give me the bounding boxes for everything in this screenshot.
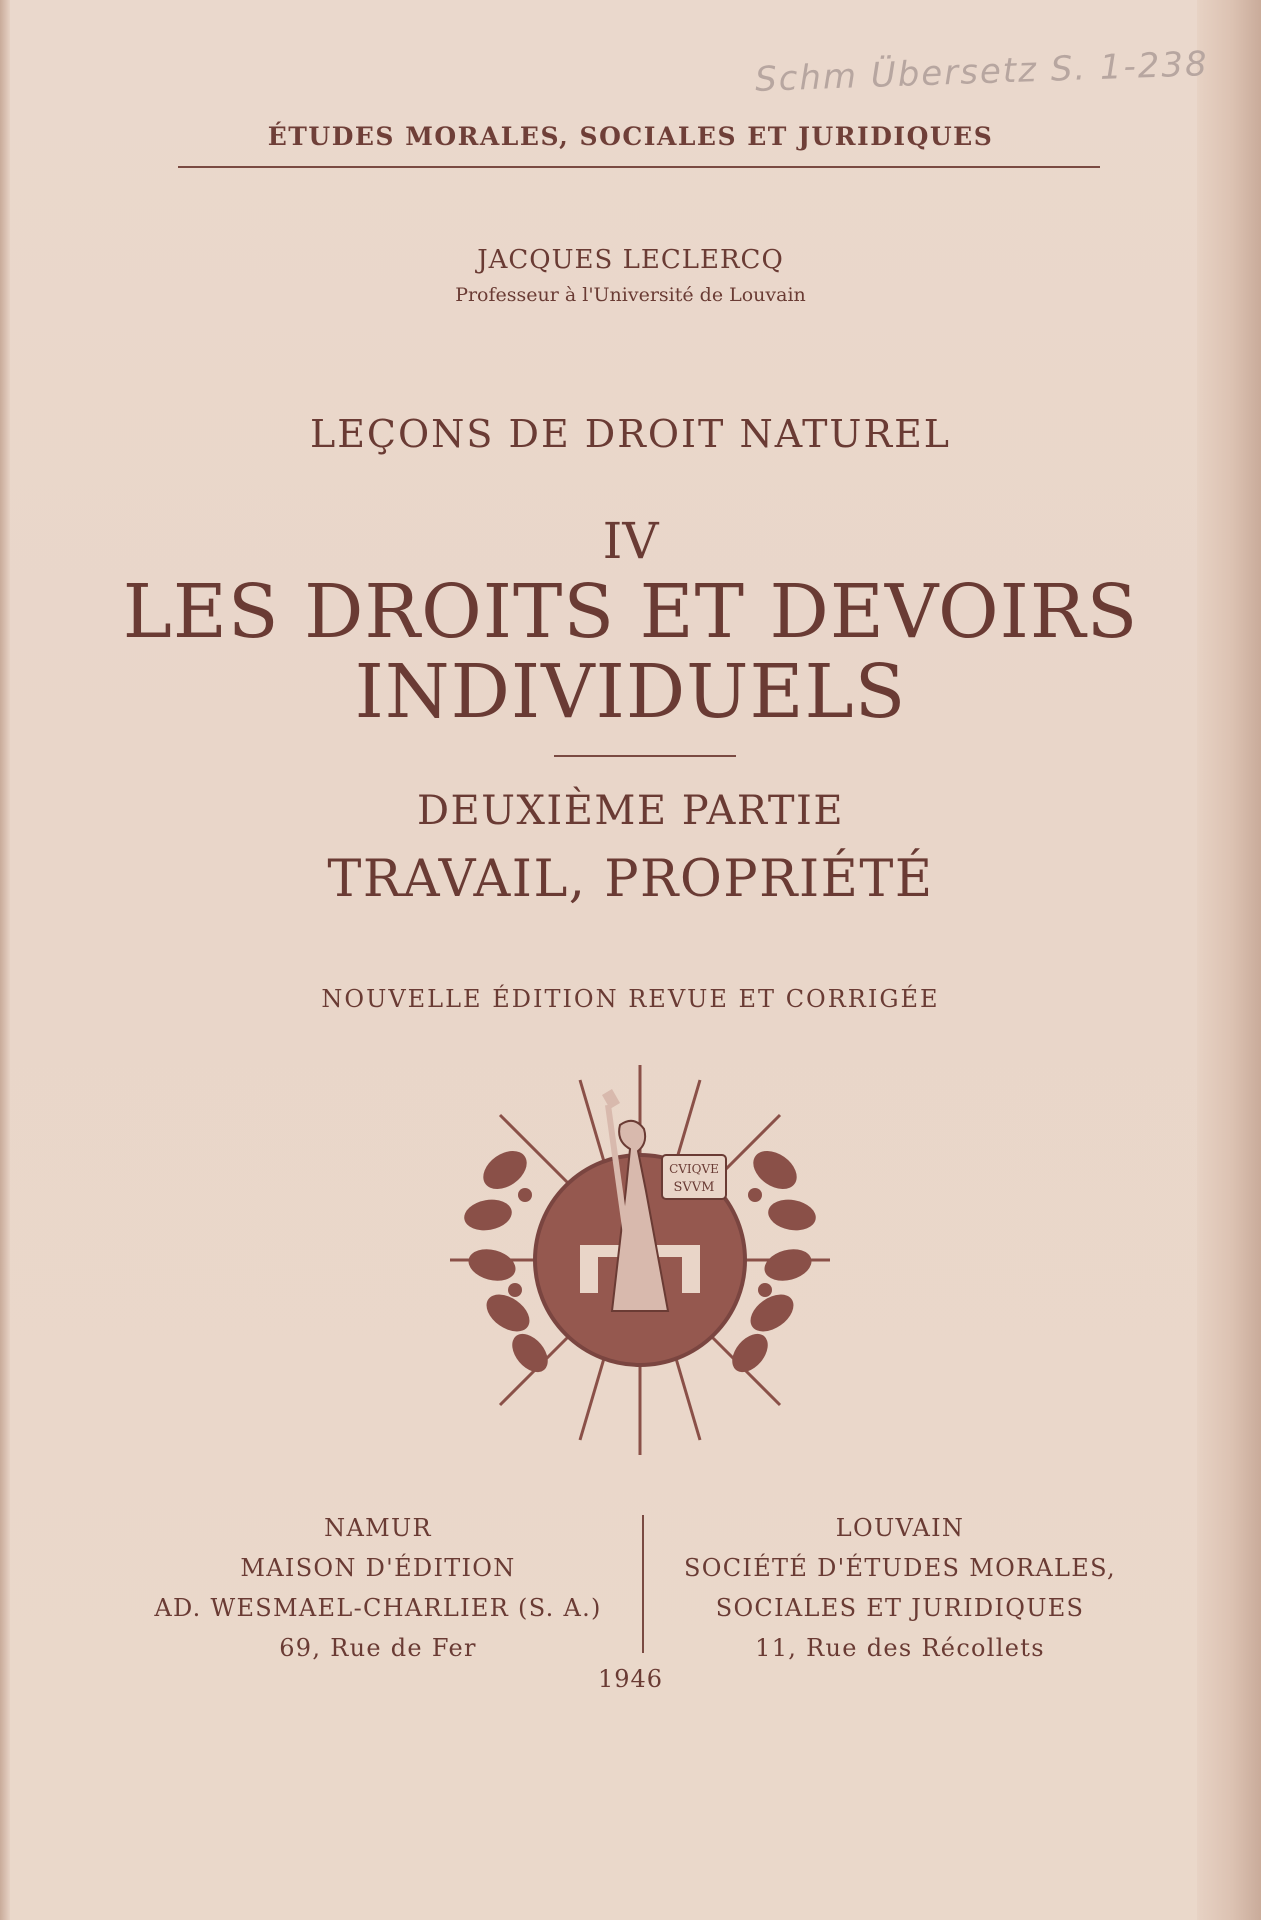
publisher-namur	[128, 1508, 628, 1668]
middle-rule-divider	[554, 755, 736, 757]
justice-emblem-icon	[430, 1055, 850, 1475]
handwritten-note: Schm Übersetz S. 1-238	[754, 44, 1210, 100]
subject-title: TRAVAIL, PROPRIÉTÉ	[327, 850, 934, 909]
emblem-motto-line-2: SVVM	[673, 1180, 715, 1195]
top-rule-divider	[178, 166, 1100, 168]
main-title	[0, 569, 1261, 735]
collection-title: LEÇONS DE DROIT NATUREL	[309, 412, 952, 456]
publisher-namur-line-2: AD. WESMAEL-CHARLIER (S. A.)	[154, 1594, 602, 1622]
author-name: JACQUES LECLERCQ	[477, 245, 784, 275]
emblem-motto-line-1: CVIQVE	[669, 1162, 719, 1176]
author-affiliation: Professeur à l'Université de Louvain	[455, 284, 806, 306]
series-title: ÉTUDES MORALES, SOCIALES ET JURIDIQUES	[267, 122, 994, 151]
edition-note: NOUVELLE ÉDITION REVUE ET CORRIGÉE	[321, 985, 940, 1013]
motto-scroll	[662, 1155, 726, 1199]
main-title-line-1: LES DROITS ET DEVOIRS	[122, 569, 1139, 655]
volume-number: IV	[602, 512, 659, 570]
part-heading: DEUXIÈME PARTIE	[416, 788, 845, 834]
publication-year: 1946	[597, 1665, 664, 1693]
publisher-louvain-line-1: SOCIÉTÉ D'ÉTUDES MORALES,	[684, 1554, 1116, 1582]
publisher-louvain	[640, 1508, 1160, 1668]
publisher-louvain-address: 11, Rue des Récollets	[755, 1634, 1045, 1662]
publisher-namur-address: 69, Rue de Fer	[279, 1634, 477, 1662]
main-title-line-2: INDIVIDUELS	[354, 649, 907, 735]
publisher-namur-city: NAMUR	[324, 1514, 432, 1542]
publisher-louvain-line-2: SOCIALES ET JURIDIQUES	[715, 1594, 1085, 1622]
publisher-louvain-city: LOUVAIN	[835, 1514, 965, 1542]
publisher-namur-line-1: MAISON D'ÉDITION	[240, 1554, 516, 1582]
